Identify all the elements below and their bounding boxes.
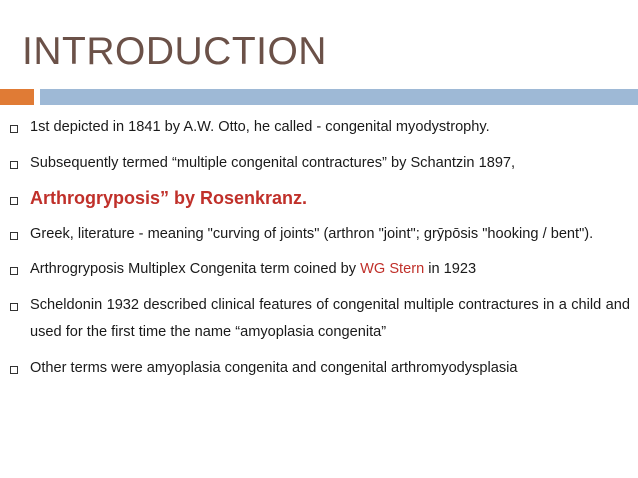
square-bullet-icon xyxy=(10,267,18,275)
square-bullet-icon xyxy=(10,161,18,169)
bullet-text: Scheldonin 1932 described clinical features of congenital multiple contractures in a child and used for the first time the name “amyoplasia congenita” xyxy=(30,296,630,340)
bullet-list xyxy=(10,112,630,382)
bullet-text-part: in 1923 xyxy=(424,261,477,277)
square-bullet-icon xyxy=(10,366,18,374)
bullet-item xyxy=(10,221,630,249)
bullet-item xyxy=(10,256,630,284)
bullet-item xyxy=(10,355,630,383)
bullet-item xyxy=(10,114,630,142)
square-bullet-icon xyxy=(10,232,18,240)
bullet-text: Greek, literature - meaning "curving of joints" (arthron "joint"; grȳpōsis "hooking / bent"). xyxy=(30,225,594,242)
bullet-item xyxy=(10,150,630,178)
square-bullet-icon xyxy=(10,303,18,311)
bullet-item xyxy=(10,292,630,347)
bullet-item-emphasis xyxy=(10,185,630,213)
square-bullet-icon xyxy=(10,197,18,205)
slide-title: INTRODUCTION xyxy=(22,30,327,73)
accent-bar-blue xyxy=(40,89,638,105)
bullet-text: 1st depicted in 1841 by A.W. Otto, he called - congenital myodystrophy. xyxy=(30,119,490,135)
highlight-name: WG Stern xyxy=(360,261,425,277)
bullet-text: Arthrogryposis” by Rosenkranz. xyxy=(30,188,308,208)
bullet-text: Subsequently termed “multiple congenital contractures” by Schantzin 1897, xyxy=(30,154,516,171)
accent-bar xyxy=(0,89,638,105)
accent-bar-orange xyxy=(0,89,34,105)
bullet-text-part: Arthrogryposis Multiplex Congenita term coined by xyxy=(30,261,361,277)
bullet-text xyxy=(30,256,630,284)
square-bullet-icon xyxy=(10,125,18,133)
bullet-text: Other terms were amyoplasia congenita and congenital arthromyodysplasia xyxy=(30,359,518,376)
